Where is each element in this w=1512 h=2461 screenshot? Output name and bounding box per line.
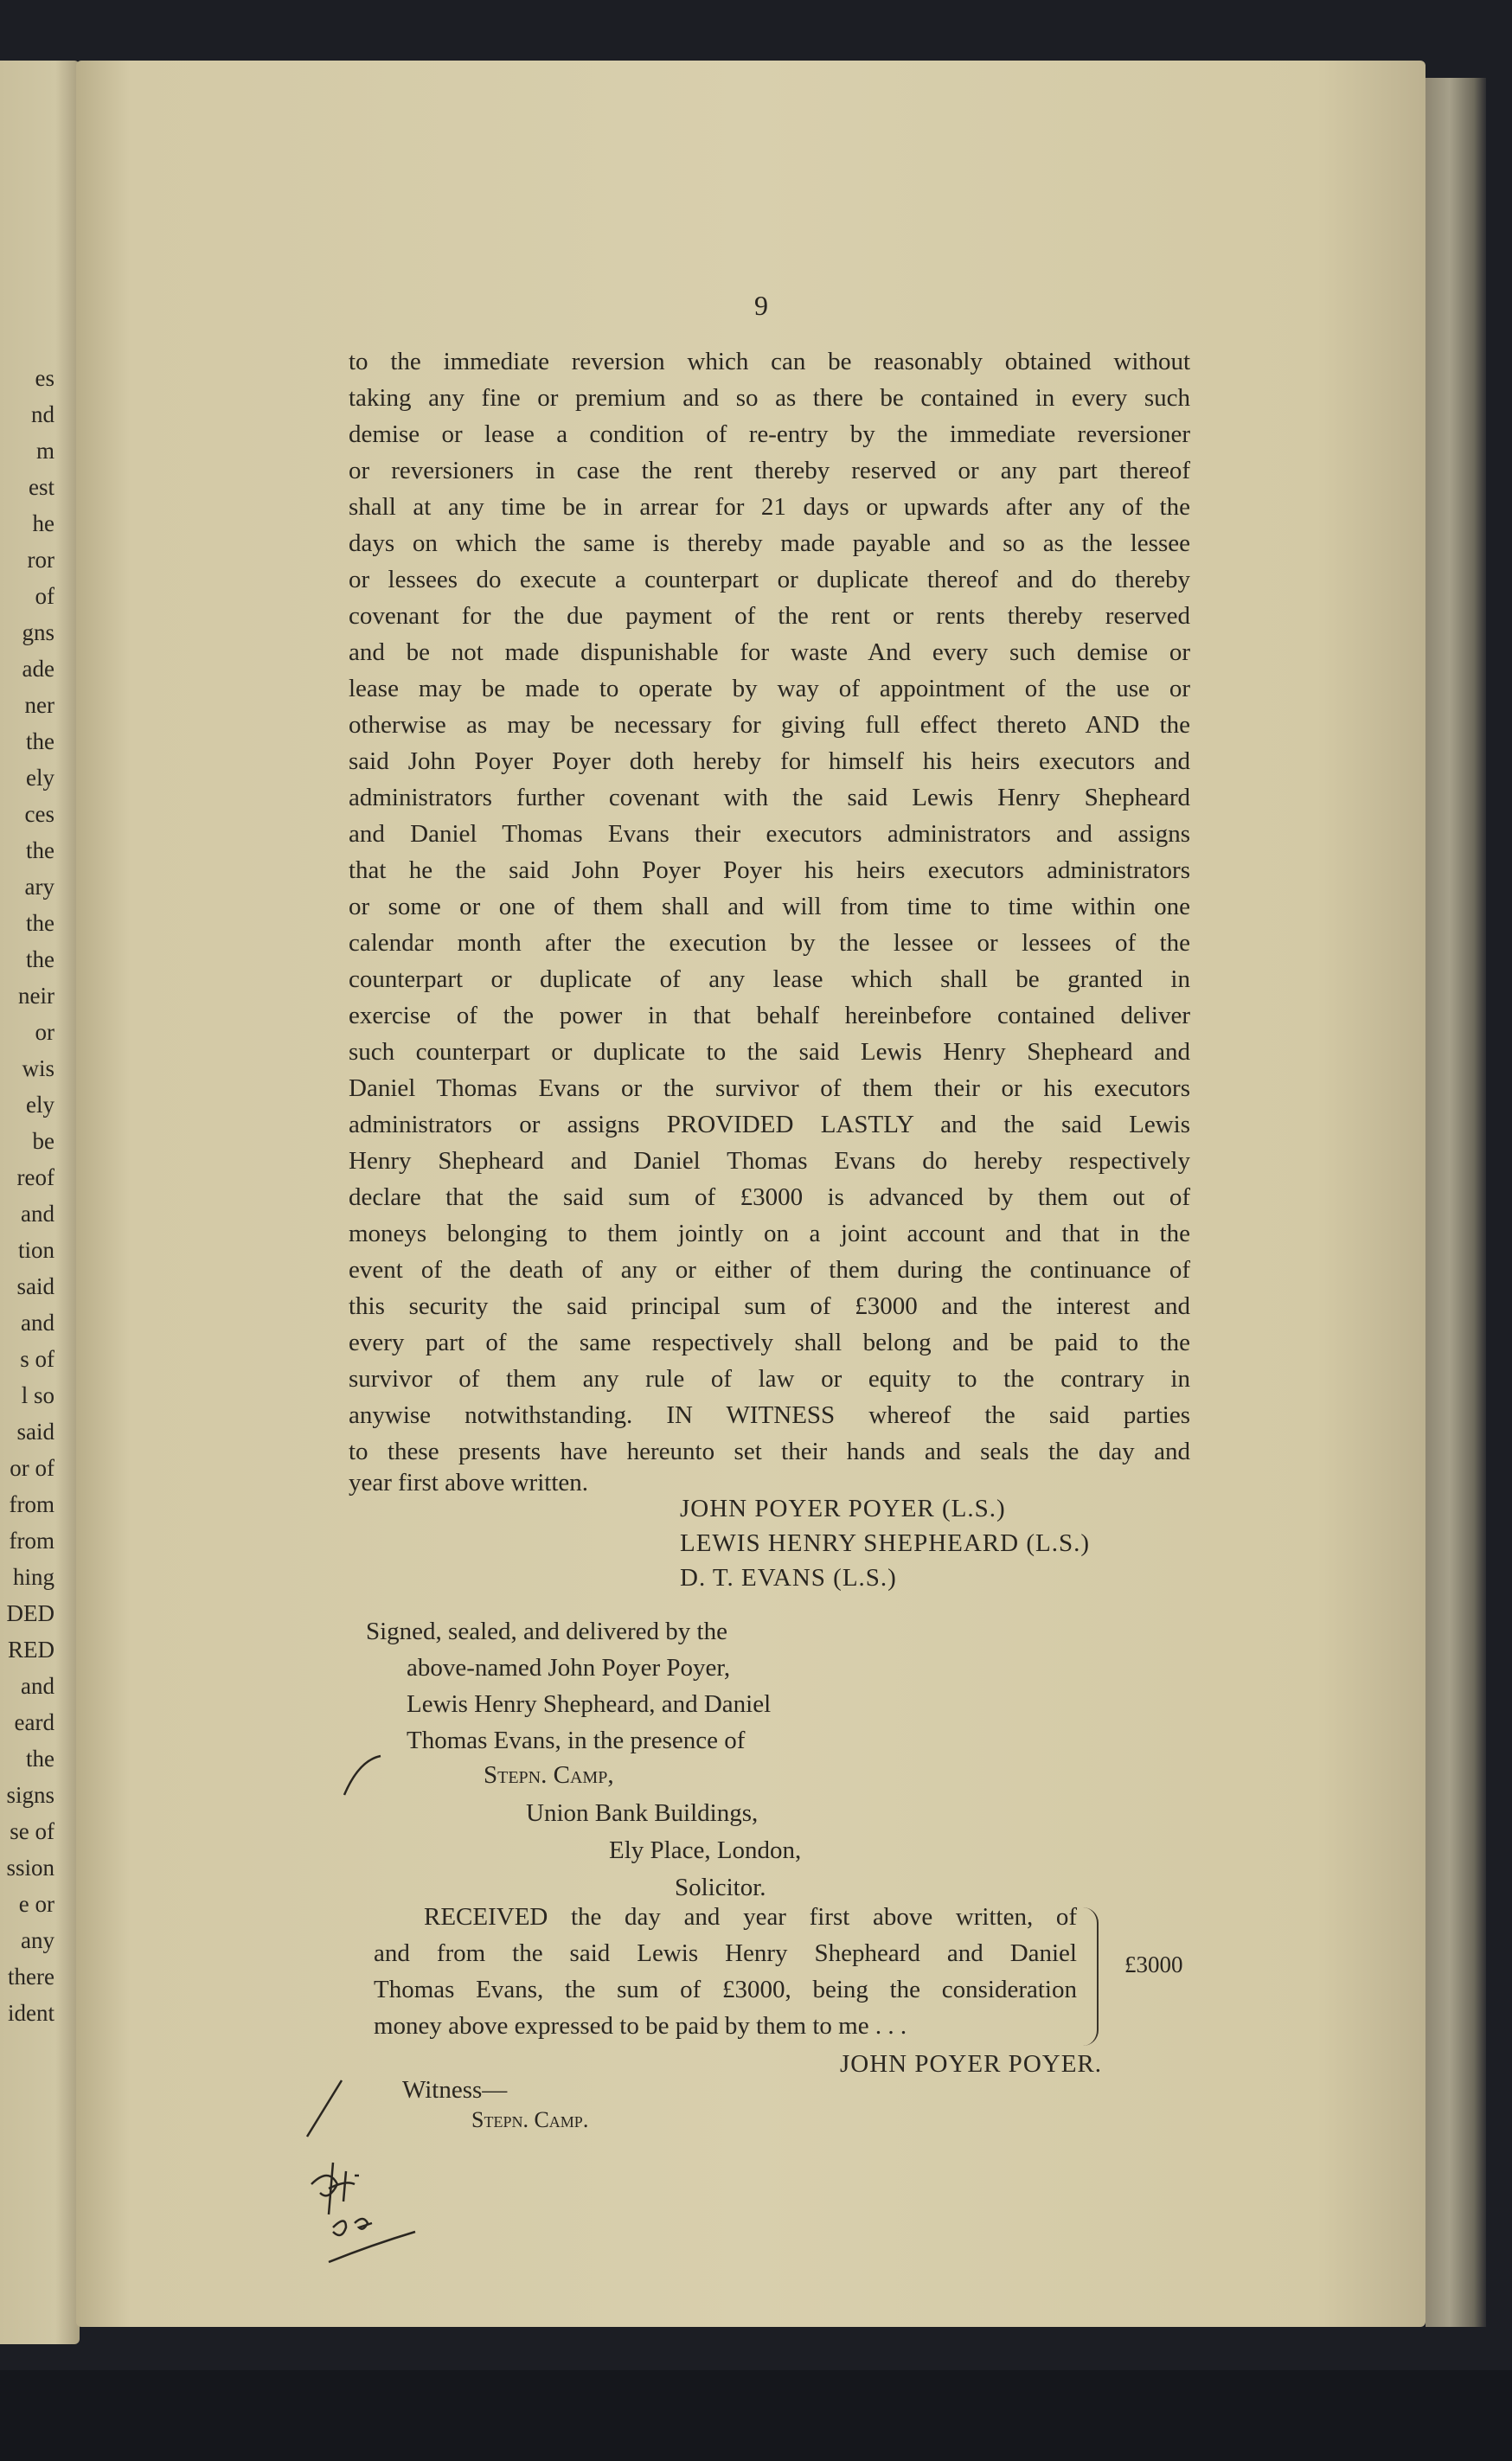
body-line: this security the said principal sum of £3000 and the interest and bbox=[349, 1292, 1190, 1320]
signatory-name: LEWIS HENRY SHEPHEARD (L.S.) bbox=[680, 1529, 1091, 1557]
facing-page-fragment: and bbox=[21, 1201, 54, 1227]
body-line: administrators further covenant with the said Lewis Henry Shepheard bbox=[349, 784, 1190, 811]
facing-page-fragment: ssion bbox=[6, 1855, 54, 1881]
body-line: taking any fine or premium and so as there be contained in every such bbox=[349, 384, 1190, 412]
facing-page-fragment: reof bbox=[16, 1164, 54, 1190]
facing-page-fragment: gns bbox=[22, 619, 54, 645]
facing-page-fragment: s of bbox=[20, 1346, 54, 1372]
facing-page-fragment: ary bbox=[24, 874, 54, 900]
check-mark bbox=[337, 1752, 389, 1804]
facing-page-fragment: neir bbox=[18, 983, 54, 1009]
body-line: such counterpart or duplicate to the said Lewis Henry Shepheard and bbox=[349, 1038, 1190, 1066]
body-line: every part of the same respectively shall belong and be paid to the bbox=[349, 1329, 1190, 1356]
facing-page-fragment: the bbox=[26, 728, 54, 754]
facing-page-fragment: ident bbox=[8, 2000, 54, 2026]
facing-page-fragment: se of bbox=[10, 1818, 54, 1844]
receipt-line: money above expressed to be paid by them to me . . . bbox=[374, 2012, 907, 2040]
facing-page-fragment: ely bbox=[26, 765, 54, 791]
body-line: days on which the same is thereby made payable and so as the lessee bbox=[349, 529, 1190, 557]
body-line: demise or lease a condition of re-entry by the immediate reversioner bbox=[349, 420, 1190, 448]
facing-page-fragment: the bbox=[26, 946, 54, 972]
body-line: exercise of the power in that behalf hereinbefore contained deliver bbox=[349, 1002, 1190, 1029]
body-line: Henry Shepheard and Daniel Thomas Evans do hereby respectively bbox=[349, 1147, 1190, 1175]
body-line: otherwise as may be necessary for giving full effect thereto AND the bbox=[349, 711, 1190, 739]
address-line: Ely Place, London, bbox=[609, 1836, 802, 1864]
attestation-line: above-named John Poyer Poyer, bbox=[407, 1654, 731, 1682]
body-line: shall at any time be in arrear for 21 days or upwards after any of the bbox=[349, 493, 1190, 521]
facing-page-fragment: ely bbox=[26, 1092, 54, 1118]
body-line: to the immediate reversion which can be reasonably obtained without bbox=[349, 348, 1190, 375]
facing-page-fragment: e or bbox=[18, 1891, 54, 1917]
body-line: lease may be made to operate by way of appointment of the use or bbox=[349, 675, 1190, 702]
receipt-line: Thomas Evans, the sum of £3000, being the consideration bbox=[374, 1976, 1077, 2003]
facing-page-fragment: signs bbox=[6, 1782, 54, 1808]
attestation-line: Signed, sealed, and delivered by the bbox=[366, 1618, 727, 1645]
facing-page-fragment: or of bbox=[10, 1455, 54, 1481]
facing-page-fragment: be bbox=[32, 1128, 54, 1154]
facing-page-fragment: from bbox=[9, 1491, 54, 1517]
body-line: administrators or assigns PROVIDED LASTLY and the said Lewis bbox=[349, 1111, 1190, 1138]
body-line: moneys belonging to them jointly on a joint account and that in the bbox=[349, 1220, 1190, 1247]
receipt-line: and from the said Lewis Henry Shepheard and Daniel bbox=[374, 1939, 1077, 1967]
receipt-witness: Stepn. Camp. bbox=[471, 2107, 589, 2132]
facing-page-fragment: est bbox=[29, 474, 54, 500]
body-line: and be not made dispunishable for waste And every such demise or bbox=[349, 638, 1190, 666]
facing-page-fragment: ces bbox=[24, 801, 54, 827]
body-line: counterpart or duplicate of any lease which shall be granted in bbox=[349, 965, 1190, 993]
facing-page-fragment: of bbox=[35, 583, 54, 609]
facing-page-fragment: said bbox=[16, 1273, 54, 1299]
body-line: or lessees do execute a counterpart or duplicate thereof and do thereby bbox=[349, 566, 1190, 593]
body-line: declare that the said sum of £3000 is advanced by them out of bbox=[349, 1183, 1190, 1211]
facing-page-fragment: tion bbox=[17, 1237, 54, 1263]
book-cover-bottom bbox=[0, 2370, 1512, 2461]
address-line: Solicitor. bbox=[675, 1874, 766, 1901]
body-line: calendar month after the execution by the lessee or lessees of the bbox=[349, 929, 1190, 957]
facing-page-fragment: the bbox=[26, 1746, 54, 1772]
receipt-line: RECEIVED the day and year first above written, of bbox=[424, 1903, 1077, 1931]
facing-page-fragment: the bbox=[26, 837, 54, 863]
facing-page-fragment: m bbox=[35, 438, 54, 464]
witness-label: Witness— bbox=[402, 2076, 508, 2104]
handwritten-initials bbox=[294, 2076, 432, 2275]
facing-page-fragment: RED bbox=[8, 1637, 54, 1663]
facing-page-fragment: and bbox=[21, 1310, 54, 1336]
page-number: 9 bbox=[754, 290, 768, 321]
attestation-line: Thomas Evans, in the presence of bbox=[407, 1727, 746, 1754]
facing-page-fragment: said bbox=[16, 1419, 54, 1445]
facing-page-fragment: from bbox=[9, 1528, 54, 1554]
facing-page-fragment: DED bbox=[6, 1600, 54, 1626]
signatory-name: JOHN POYER POYER (L.S.) bbox=[680, 1495, 1006, 1522]
receipt-signature: JOHN POYER POYER. bbox=[840, 2050, 1103, 2078]
facing-page-fragment: es bbox=[35, 365, 54, 391]
facing-page-fragment: or bbox=[35, 1019, 54, 1045]
facing-page-fragment: wis bbox=[22, 1055, 54, 1081]
facing-page-fragment: hing bbox=[12, 1564, 54, 1590]
body-line: and Daniel Thomas Evans their executors administrators and assigns bbox=[349, 820, 1190, 848]
facing-page-fragment: ade bbox=[22, 656, 54, 682]
facing-page-fragment: there bbox=[8, 1964, 54, 1990]
facing-page-fragment: nd bbox=[31, 401, 54, 427]
attesting-witness: Stepn. Camp, bbox=[484, 1761, 614, 1789]
body-line: said John Poyer Poyer doth hereby for himself his heirs executors and bbox=[349, 747, 1190, 775]
facing-page-fragment: l so bbox=[21, 1382, 54, 1408]
facing-page-fragment: ner bbox=[24, 692, 54, 718]
book-edge bbox=[1426, 78, 1486, 2327]
body-line: that he the said John Poyer Poyer his heirs executors administrators bbox=[349, 856, 1190, 884]
receipt-amount: £3000 bbox=[1124, 1951, 1183, 1977]
body-line: covenant for the due payment of the rent or rents thereby reserved bbox=[349, 602, 1190, 630]
signatory-name: D. T. EVANS (L.S.) bbox=[680, 1564, 897, 1592]
facing-page-fragment: eard bbox=[14, 1709, 54, 1735]
facing-page-fragment: the bbox=[26, 910, 54, 936]
body-last-line: year first above written. bbox=[349, 1469, 589, 1496]
facing-page-fragment: ror bbox=[27, 547, 54, 573]
body-line: event of the death of any or either of them during the continuance of bbox=[349, 1256, 1190, 1284]
body-line: to these presents have hereunto set their hands and seals the day and bbox=[349, 1438, 1190, 1465]
body-line: anywise notwithstanding. IN WITNESS whereof the said parties bbox=[349, 1401, 1190, 1429]
body-line: or reversioners in case the rent thereby reserved or any part thereof bbox=[349, 457, 1190, 484]
facing-page-fragment: he bbox=[32, 510, 54, 536]
address-line: Union Bank Buildings, bbox=[526, 1799, 759, 1827]
body-line: or some or one of them shall and will from time to time within one bbox=[349, 893, 1190, 920]
brace bbox=[1083, 1907, 1099, 2046]
facing-page-fragment: and bbox=[21, 1673, 54, 1699]
attestation-line: Lewis Henry Shepheard, and Daniel bbox=[407, 1690, 772, 1718]
body-line: survivor of them any rule of law or equity to the contrary in bbox=[349, 1365, 1190, 1393]
facing-page-fragment: any bbox=[21, 1927, 54, 1953]
body-line: Daniel Thomas Evans or the survivor of them their or his executors bbox=[349, 1074, 1190, 1102]
